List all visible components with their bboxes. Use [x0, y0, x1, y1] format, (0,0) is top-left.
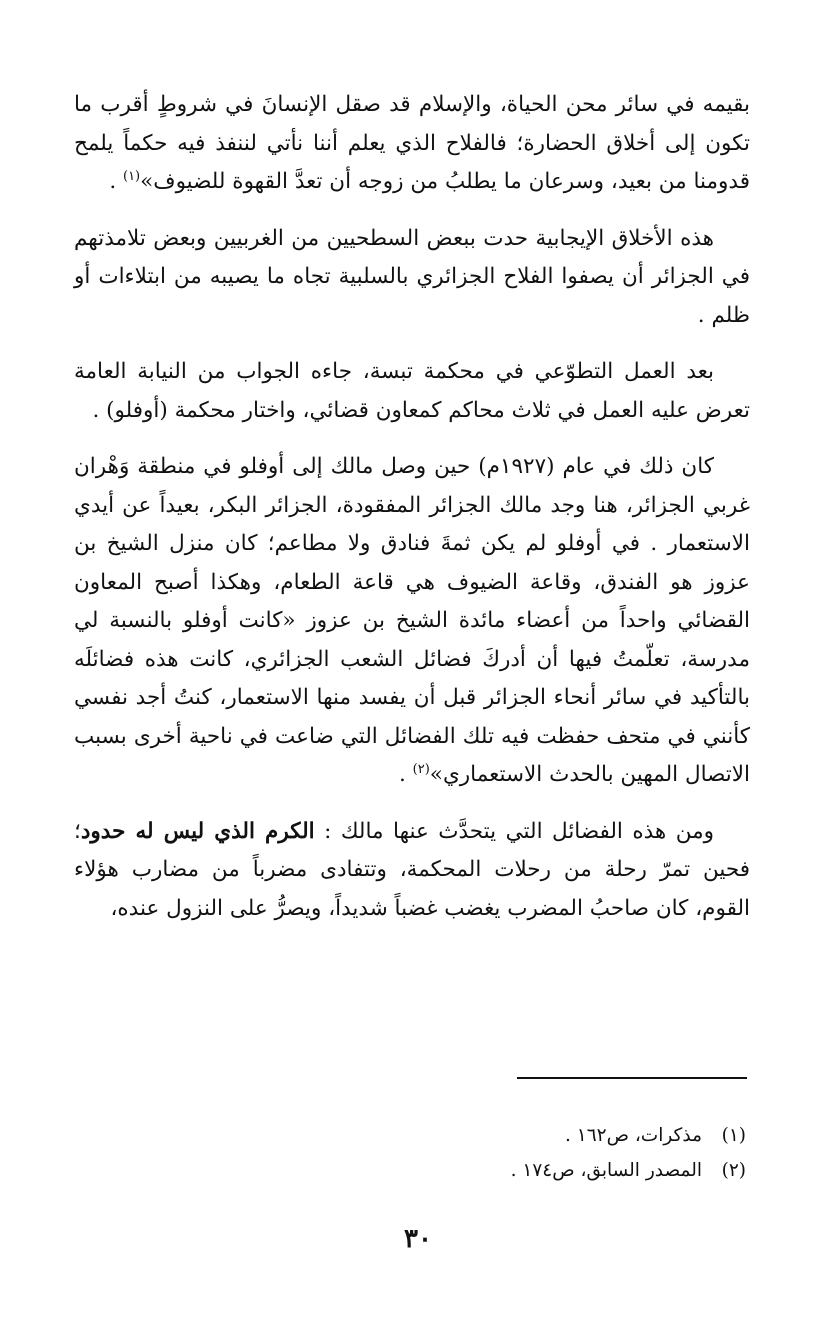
footnote-2	[106, 1153, 746, 1188]
paragraph-3	[74, 353, 750, 430]
paragraph-2	[74, 220, 750, 336]
footnote-number: (٢)	[721, 1160, 746, 1181]
footnote-1	[106, 1118, 746, 1153]
footnote-text: المصدر السابق، ص١٧٤ .	[510, 1160, 702, 1181]
paragraph-tail: .	[398, 762, 413, 787]
body-text	[74, 86, 750, 946]
footnotes	[106, 1118, 746, 1188]
footnote-text: مذكرات، ص١٦٢ .	[565, 1125, 702, 1146]
bold-phrase: الكرم الذي ليس له حدود	[80, 818, 315, 844]
paragraph-text: ؛ فحين تمرّ رحلة من رحلات المحكمة، وتتفادى مضرباً من مضارب هؤلاء القوم، كان صاحبُ المضرب يغضب غضباً شديداً، ويصرُّ على النزول عنده،	[74, 818, 750, 921]
paragraph-5	[74, 813, 750, 929]
paragraph-1	[74, 86, 750, 202]
footnote-ref-1: (١)	[122, 168, 141, 184]
paragraph-tail: .	[109, 169, 123, 194]
paragraph-text: هذه الأخلاق الإيجابية حدت ببعض السطحيين من الغربيين وبعض تلامذتهم في الجزائر أن يصفوا الفلاح الجزائري بالسلبية تجاه ما يصيبه من ابتلاءات أو ظلم .	[74, 225, 750, 328]
page-number: ٣٠	[404, 1224, 432, 1254]
paragraph-text: بعد العمل التطوّعي في محكمة تبسة، جاءه الجواب من النيابة العامة تعرض عليه العمل في ثلاث محاكم كمعاون قضائي، واختار محكمة (أوفلو) .	[74, 359, 750, 423]
paragraph-text: كان ذلك في عام (١٩٢٧م) حين وصل مالك إلى أوفلو في منطقة وَهْران غربي الجزائر، هنا وجد مالك الجزائر المفقودة، الجزائر البكر، بعيداً عن أيدي الاستعمار . في أوفلو لم يكن ثمةَ فنادق ولا مطاعم؛ كان منزل الشيخ بن عزوز هو الفندق، وقاعة الضيوف هي قاعة الطعام، وهكذا أصبح المعاون القضائي واحداً من أعضاء مائدة الشيخ بن عزوز «كانت أوفلو بالنسبة لي مدرسة، تعلّمتُ فيها أن أدركَ فضائل الشعب الجزائري، كانت هذه فضائلَه بالتأكيد في سائر أنحاء الجزائر قبل أن يفسد منها الاستعمار، كنتُ أجد نفسي كأنني في متحف حفظت فيه تلك الفضائل التي ضاعت في ناحية أخرى بسبب الاتصال المهين بالحدث الاستعماري»	[74, 454, 750, 787]
paragraph-text: بقيمه في سائر محن الحياة، والإسلام قد صقل الإنسانَ في شروطٍ أقرب ما تكون إلى أخلاق الحضارة؛ فالفلاح الذي يعلم أننا نأتي لننفذ فيه حكماً يلمح قدومنا من بعيد، وسرعان ما يطلبُ من زوجه أن تعدَّ القهوة للضيوف»	[74, 92, 750, 194]
footnote-number: (١)	[721, 1125, 746, 1146]
footnote-divider	[517, 1077, 747, 1079]
paragraph-4	[74, 448, 750, 795]
footnote-ref-2: (٢)	[412, 761, 430, 777]
paragraph-lead: ومن هذه الفضائل التي يتحدَّث عنها مالك :	[314, 818, 714, 844]
